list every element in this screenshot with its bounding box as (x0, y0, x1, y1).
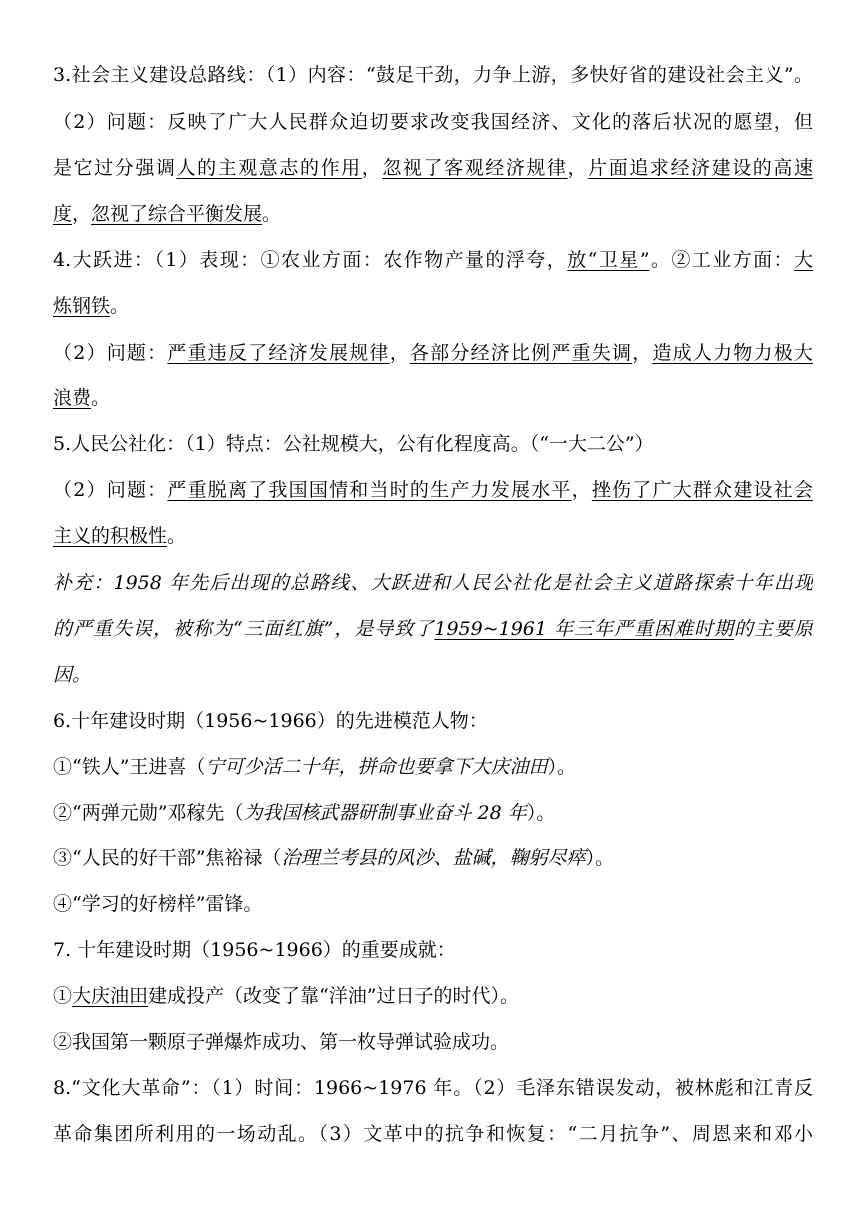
text: 6.十年建设时期（1956~1966）的先进模范人物： (53, 710, 488, 732)
text: 。②工业方面： (649, 249, 794, 271)
text: （2）问题： (53, 342, 168, 364)
section-5-line-2 (53, 475, 813, 505)
text: （2）问题：反映了广大人民群众迫切要求改变我国经济、文化的落后状况的愿望，但 (53, 111, 813, 133)
text: ， (361, 157, 383, 179)
section-6-title (53, 706, 813, 736)
section-6-item-4 (53, 889, 813, 919)
underlined-text: 大庆油田 (72, 985, 149, 1007)
section-6-item-2 (53, 798, 813, 828)
text: ①“铁人”王进喜（ (53, 756, 206, 778)
underlined-text: 炼钢铁 (53, 295, 111, 317)
supplement-line-1 (53, 568, 813, 598)
text: ③“人民的好干部”焦裕禄（ (53, 847, 282, 869)
supplement-line-2 (53, 614, 813, 644)
underlined-text: 大 (793, 249, 813, 271)
underlined-text: 挫伤了广大群众建设社会 (591, 479, 813, 501)
italic-note: 宁可少活二十年，拼命也要拿下大庆油田 (205, 756, 548, 778)
text: 建成投产（改变了靠“洋油”过日子的时代）。 (148, 985, 519, 1007)
text: （2）问题： (53, 479, 168, 501)
supplement-line-3 (53, 660, 813, 690)
underlined-text: 浪费 (53, 387, 92, 409)
underlined-text: 片面追求经济建设的高速 (588, 157, 813, 179)
text: ②我国第一颗原子弹爆炸成功、第一枚导弹试验成功。 (53, 1031, 510, 1053)
text: 。 (110, 295, 130, 317)
underlined-text: 1959~1961 年三年严重困难时期 (434, 618, 734, 640)
section-4-line-1 (53, 245, 813, 275)
underlined-text: 人的主观意志的作用 (176, 157, 362, 179)
section-4-line-4 (53, 383, 813, 413)
text: 革命集团所利用的一场动乱。（3）文革中的抗争和恢复：“二月抗争”、周恩来和邓小 (53, 1123, 813, 1145)
underlined-text: 严重脱离了我国国情和当时的生产力发展水平 (167, 479, 572, 501)
text: 7. 十年建设时期（1956~1966）的重要成就： (53, 939, 456, 961)
text: ， (632, 342, 653, 364)
section-5-line-1 (53, 429, 813, 459)
text: 。 (167, 525, 187, 547)
section-6-item-1 (53, 752, 813, 782)
section-7-line-2 (53, 1027, 813, 1057)
italic-note: 治理兰考县的风沙、盐碱，鞠躬尽瘁 (281, 847, 586, 869)
text: ， (389, 342, 410, 364)
text: 4.大跃进：（1）表现：①农业方面：农作物产量的浮夸， (53, 249, 568, 271)
underlined-text: 忽视了客观经济规律 (382, 157, 568, 179)
text: 3.社会主义建设总路线：（1）内容：“鼓足干劲，力争上游，多快好省的建设社会主义”。 (53, 64, 813, 86)
section-3-line-1 (53, 60, 813, 90)
text: 。 (262, 203, 282, 225)
text: 。 (91, 387, 111, 409)
text: 补充：1958 年先后出现的总路线、大跃进和人民公社化是社会主义道路探索十年出现 (53, 572, 813, 594)
section-3-line-4 (53, 199, 813, 229)
underlined-text: 各部分经济比例严重失调 (409, 342, 633, 364)
text: ）。 (526, 802, 556, 824)
text: 的严重失误，被称为“三面红旗”，是导致了 (53, 618, 435, 640)
text: ， (571, 479, 592, 501)
text: ④“学习的好榜样”雷锋。 (53, 893, 263, 915)
text: ②“两弹元勋”邓稼先（ (53, 802, 244, 824)
section-4-line-3 (53, 338, 813, 368)
section-7-title (53, 935, 813, 965)
underlined-text: 忽视了综合平衡发展 (91, 203, 263, 225)
text: 是它过分强调 (53, 157, 177, 179)
text: ， (567, 157, 589, 179)
text: ， (72, 203, 92, 225)
section-6-item-3 (53, 843, 813, 873)
underlined-text: 度 (53, 203, 73, 225)
section-5-line-3 (53, 521, 813, 551)
section-8-line-2 (53, 1119, 813, 1149)
underlined-text: 放“卫星” (567, 249, 650, 271)
text: ① (53, 985, 73, 1007)
text: 因。 (53, 664, 92, 686)
text: ）。 (585, 847, 614, 869)
text: 的主要原 (734, 618, 813, 640)
section-4-line-2 (53, 291, 813, 321)
underlined-text: 主义的积极性 (53, 525, 168, 547)
section-8-line-1 (53, 1073, 813, 1103)
text: ）。 (547, 756, 576, 778)
underlined-text: 造成人力物力极大 (652, 342, 813, 364)
underlined-text: 严重违反了经济发展规律 (167, 342, 390, 364)
section-7-line-1 (53, 981, 813, 1011)
section-3-line-2 (53, 107, 813, 137)
italic-note: 为我国核武器研制事业奋斗 28 年 (243, 802, 527, 824)
text: 5.人民公社化：（1）特点：公社规模大，公有化程度高。（“一大二公”） (53, 433, 654, 455)
text: 8.“文化大革命”：（1）时间：1966~1976 年。（2）毛泽东错误发动，被林彪和江青反 (53, 1077, 813, 1099)
section-3-line-3 (53, 153, 813, 183)
